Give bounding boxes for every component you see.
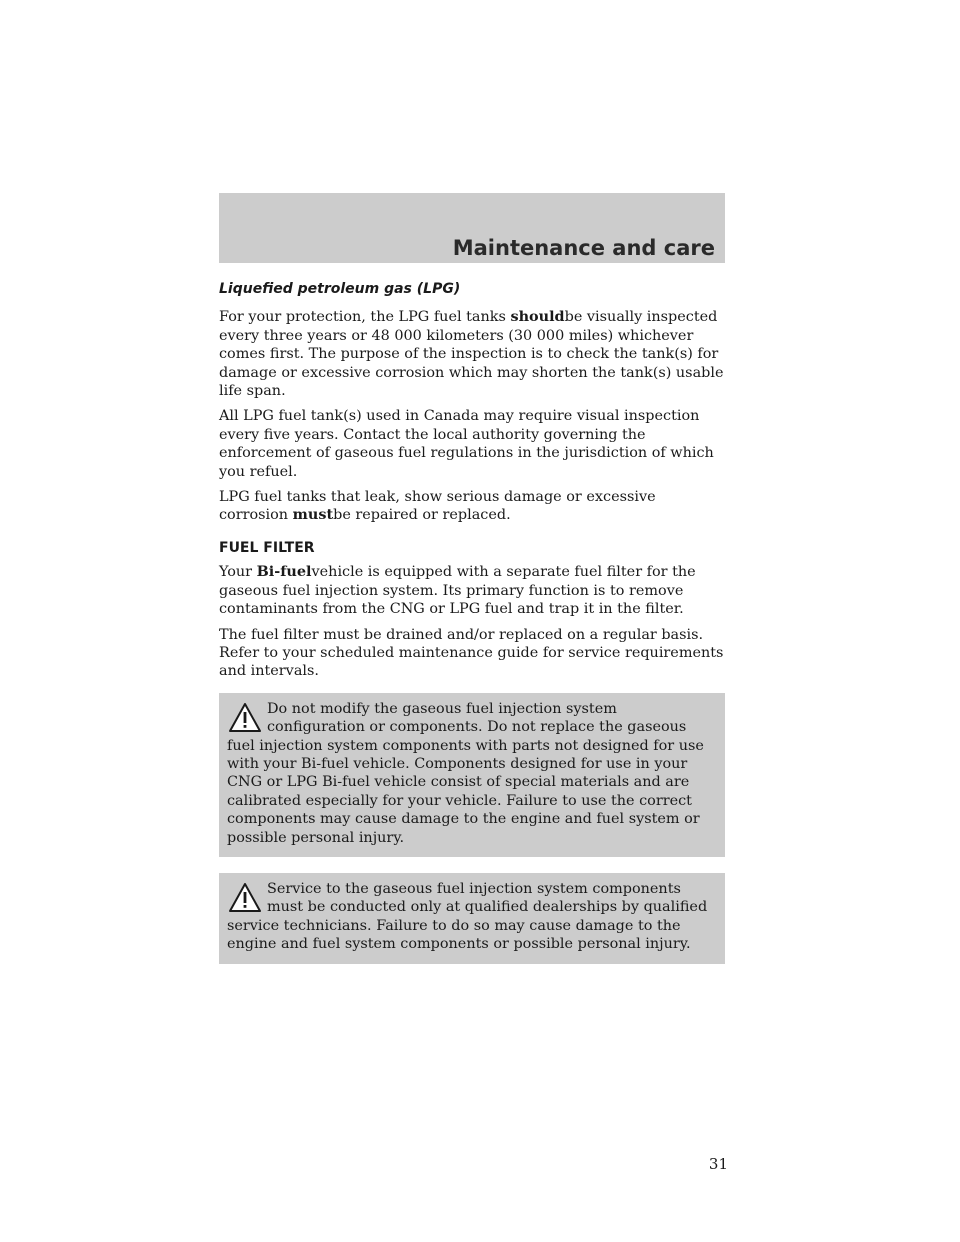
section-title: Maintenance and care bbox=[452, 236, 715, 260]
page-number: 31 bbox=[708, 1155, 728, 1173]
warning-triangle-icon bbox=[227, 700, 263, 736]
lpg-p1-bold: should bbox=[510, 308, 565, 326]
page-content bbox=[219, 280, 725, 980]
lpg-paragraph-2: All LPG fuel tank(s) used in Canada may require visual inspection every five years. Contact the local authority governing the enforcement of gaseous fuel regulations in the jurisdiction of which you refuel. bbox=[219, 408, 714, 480]
warning-text-2: Service to the gaseous fuel injection system components must be conducted only at qualified dealerships by qualified service technicians. Failure to do so may cause damage to the engine and fuel system components or possible personal injury. bbox=[227, 880, 708, 953]
lpg-p1-text-b: be visually inspected every three years or 48 000 kilometers (30 000 miles) whichever comes first. The purpose of the inspection is to check the tank(s) for damage or excessive corrosion which may shorten the tank(s) usable life span. bbox=[219, 309, 724, 400]
lpg-p3-text-a: LPG fuel tanks that leak, show serious damage or excessive corrosion bbox=[219, 489, 656, 524]
lpg-paragraph-3 bbox=[219, 488, 725, 525]
fuel-filter-paragraph-1 bbox=[219, 563, 725, 618]
ff-p1-text-b: vehicle is equipped with a separate fuel filter for the gaseous fuel injection system. Its primary function is to remove contaminants from the CNG or LPG fuel and trap it in the filter. bbox=[219, 564, 696, 618]
fuel-filter-heading: FUEL FILTER bbox=[219, 539, 315, 556]
ff-p1-text-a: Your bbox=[219, 564, 253, 581]
warning-box-1 bbox=[219, 693, 725, 857]
lpg-paragraph-1 bbox=[219, 308, 725, 400]
fuel-filter-paragraph-2: The fuel filter must be drained and/or replaced on a regular basis. Refer to your scheduled maintenance guide for service requirements and intervals. bbox=[219, 626, 724, 680]
warning-text-1: Do not modify the gaseous fuel injection system configuration or components. Do not replace the gaseous fuel injection system components with parts not designed for use with your Bi-fuel vehicle. Components designed for use in your CNG or LPG Bi-fuel vehicle consist of special materials and are calibrated especially for your vehicle. Failure to use the correct components may cause damage to the engine and fuel system or possible personal injury. bbox=[227, 700, 704, 846]
ff-p1-bold: Bi-fuel bbox=[256, 563, 312, 581]
warning-triangle-icon bbox=[227, 880, 263, 916]
lpg-p3-text-b: be repaired or replaced. bbox=[333, 507, 511, 524]
warning-box-2 bbox=[219, 873, 725, 964]
lpg-p3-bold: must bbox=[292, 506, 334, 524]
lpg-p1-text-a: For your protection, the LPG fuel tanks bbox=[219, 309, 506, 326]
lpg-heading: Liquefied petroleum gas (LPG) bbox=[219, 281, 461, 297]
section-header-band bbox=[219, 193, 725, 263]
